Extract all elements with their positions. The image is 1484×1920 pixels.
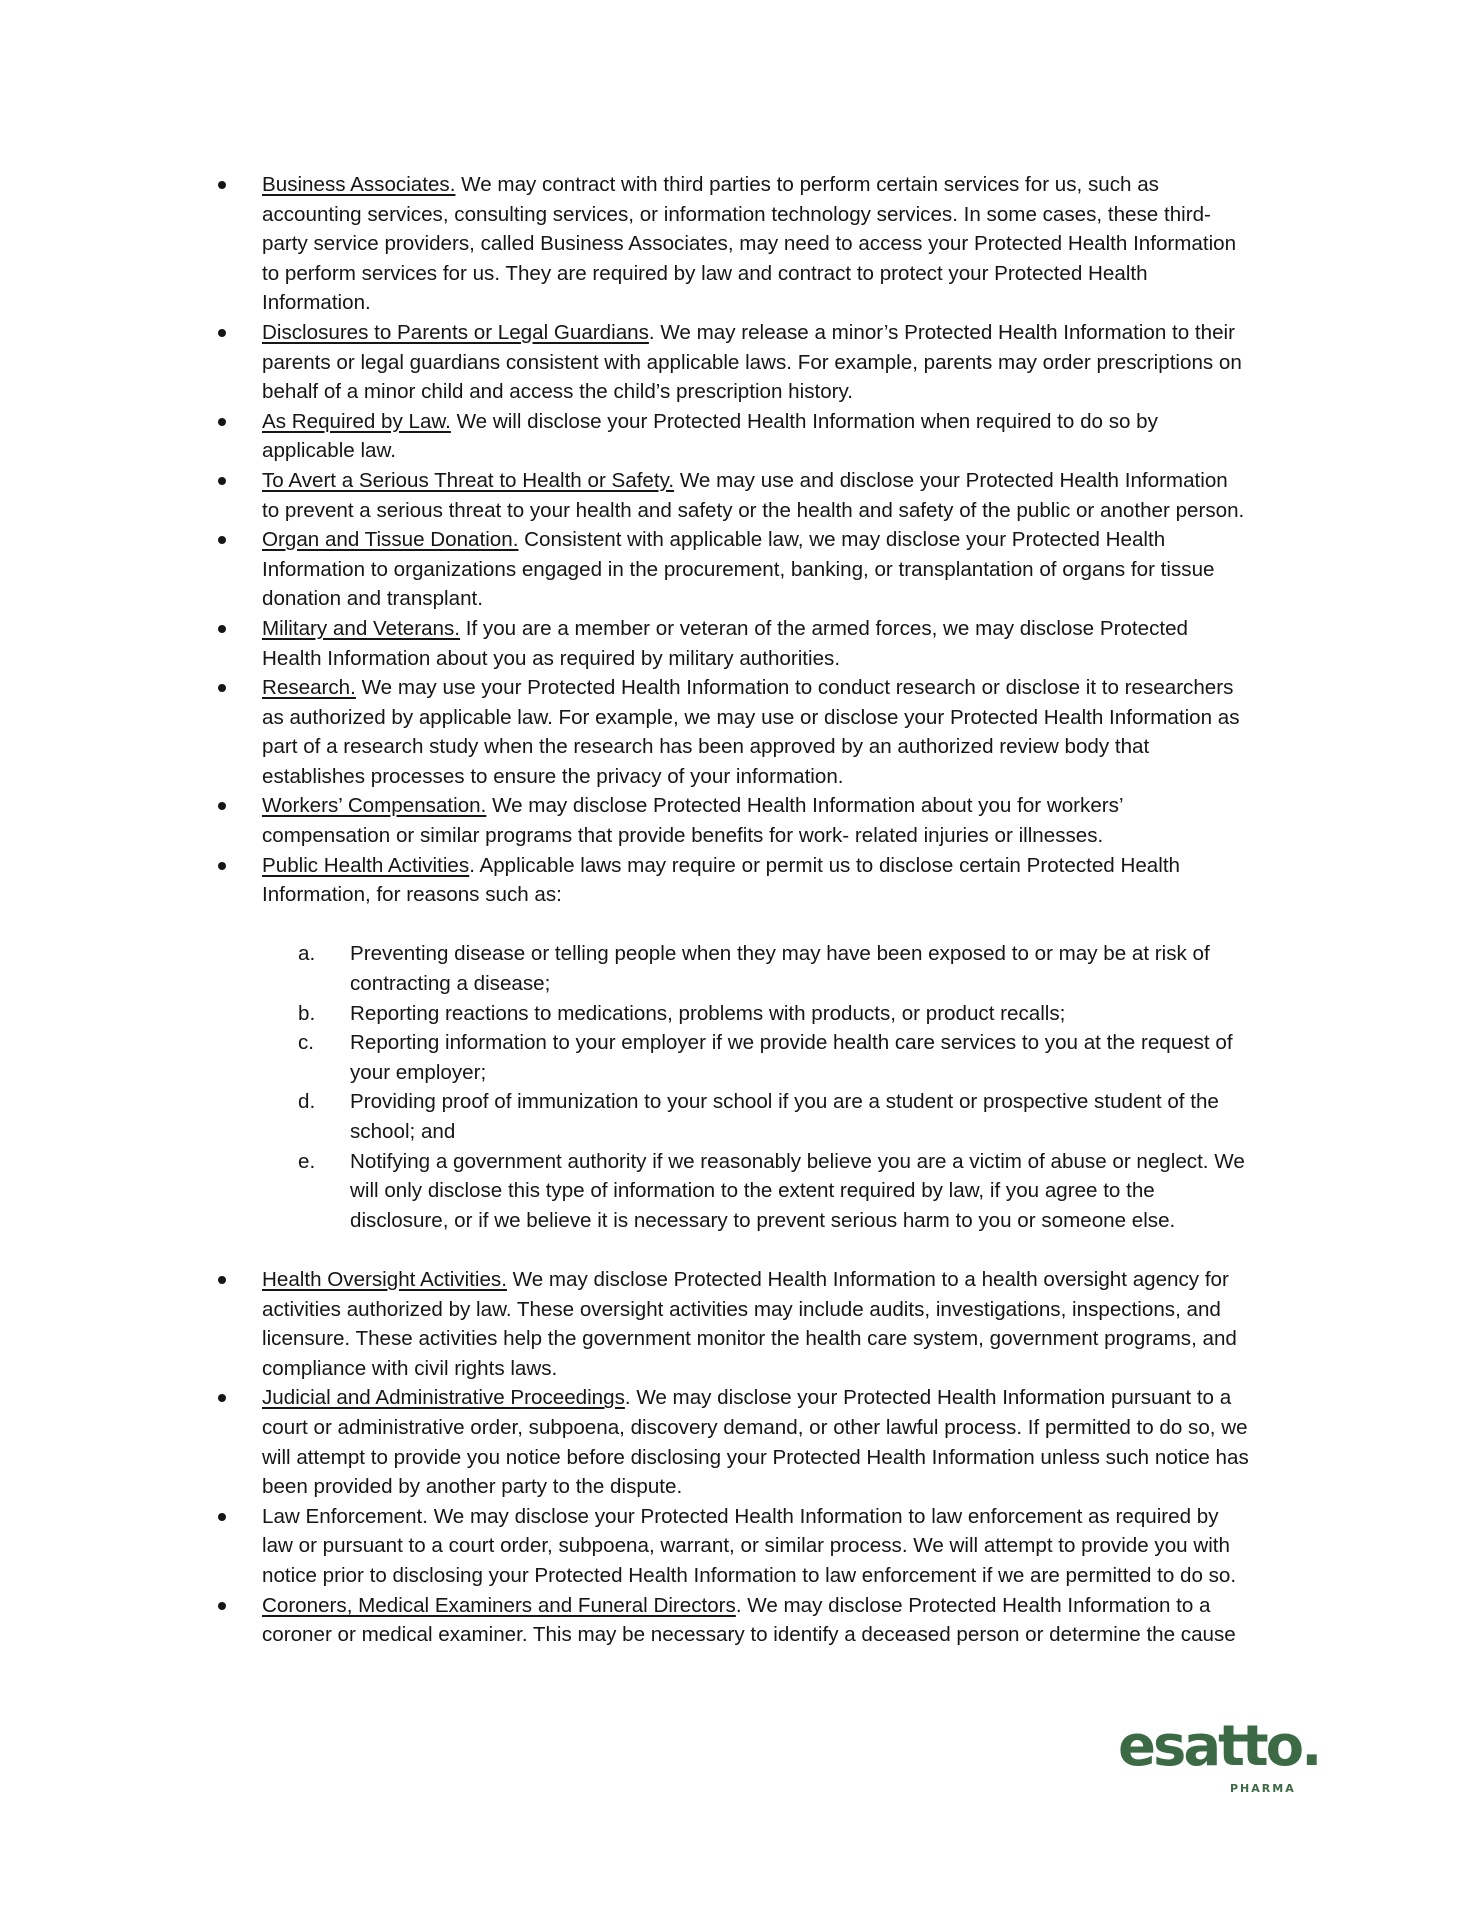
list-item bbox=[210, 614, 1320, 673]
bullet-dot-icon bbox=[210, 407, 240, 437]
list-item-line: Health Information about you as required by military authorities. bbox=[262, 646, 841, 670]
sublist-line: Providing proof of immunization to your school if you are a student or prospective student of the bbox=[350, 1090, 1219, 1114]
list-item-heading: Workers’ Compensation. bbox=[262, 794, 487, 818]
document-body bbox=[210, 170, 1320, 1650]
list-item-line: Information to organizations engaged in the procurement, banking, or transplantation of organs for tissue bbox=[262, 557, 1215, 581]
bullet-dot-icon bbox=[210, 673, 240, 703]
list-item-heading: Coroners, Medical Examiners and Funeral Directors bbox=[262, 1593, 736, 1617]
list-item-first-line bbox=[262, 791, 1320, 821]
sublist-line: disclosure, or if we believe it is necessary to prevent serious harm to you or someone else. bbox=[350, 1208, 1176, 1232]
list-item-heading: To Avert a Serious Threat to Health or Safety. bbox=[262, 468, 675, 492]
list-item bbox=[210, 791, 1320, 850]
esatto-pharma-logo bbox=[1118, 1714, 1328, 1814]
list-item-first-line bbox=[262, 1591, 1320, 1621]
list-item-heading: Research. bbox=[262, 676, 356, 700]
list-item bbox=[210, 851, 1320, 910]
bullet-dot-icon bbox=[210, 614, 240, 644]
list-item-heading: Military and Veterans. bbox=[262, 616, 461, 640]
list-item-first-line bbox=[262, 1502, 1320, 1532]
list-item-line: parents or legal guardians consistent with applicable laws. For example, parents may order prescriptions on bbox=[262, 350, 1242, 374]
list-item-line: party service providers, called Business Associates, may need to access your Protected Health Information bbox=[262, 232, 1237, 256]
list-item-line: behalf of a minor child and access the child’s prescription history. bbox=[262, 380, 854, 404]
bullet-list-bottom bbox=[210, 1265, 1320, 1650]
sublist-line: school; and bbox=[350, 1120, 456, 1143]
list-item-line: donation and transplant. bbox=[262, 587, 483, 611]
list-item-first-line bbox=[262, 851, 1320, 881]
sublist-item bbox=[298, 1028, 1320, 1087]
list-item-line: accounting services, consulting services, or information technology services. In some cases, these third- bbox=[262, 202, 1211, 226]
list-item-text: Consistent with applicable law, we may disclose your Protected Health bbox=[518, 528, 1166, 552]
list-item-line: applicable law. bbox=[262, 439, 396, 463]
sublist-line: contracting a disease; bbox=[350, 972, 551, 996]
list-item bbox=[210, 407, 1320, 466]
bullet-dot-icon bbox=[210, 1265, 240, 1295]
sublist-item bbox=[298, 1147, 1320, 1236]
list-item-line: to prevent a serious threat to your health and safety or the health and safety of the public or another person. bbox=[262, 498, 1245, 522]
list-item-line: as authorized by applicable law. For example, we may use or disclose your Protected Health Information as bbox=[262, 705, 1240, 729]
bullet-dot-icon bbox=[210, 791, 240, 821]
sublist-line: Reporting reactions to medications, problems with products, or product recalls; bbox=[350, 1001, 1066, 1025]
public-health-sublist bbox=[210, 939, 1320, 1235]
list-item-line: court or administrative order, subpoena, discovery demand, or other lawful process. If permitted to do so, we bbox=[262, 1415, 1248, 1439]
list-item-text: We will disclose your Protected Health Information when required to do so by bbox=[450, 409, 1158, 433]
list-item-line: law or pursuant to a court order, subpoena, warrant, or similar process. We will attempt to provide you with bbox=[262, 1534, 1230, 1558]
list-item-text: . Applicable laws may require or permit us to disclose certain Protected Health bbox=[469, 853, 1181, 877]
sublist-item bbox=[298, 999, 1320, 1029]
list-item-text: . We may disclose your Protected Health Information pursuant to a bbox=[624, 1386, 1232, 1410]
list-item bbox=[210, 170, 1320, 318]
list-item-text: We may contract with third parties to perform certain services for us, such as bbox=[455, 173, 1159, 196]
bullet-dot-icon bbox=[210, 851, 240, 881]
list-item bbox=[210, 318, 1320, 407]
list-item-line: Information, for reasons such as: bbox=[262, 883, 562, 907]
list-item-line: compensation or similar programs that provide benefits for work- related injuries or illnesses. bbox=[262, 824, 1104, 848]
sublist-item bbox=[298, 939, 1320, 998]
list-item bbox=[210, 1265, 1320, 1383]
sublist-line: Preventing disease or telling people when they may have been exposed to or may be at risk of bbox=[350, 942, 1210, 966]
list-item bbox=[210, 673, 1320, 791]
list-item bbox=[210, 466, 1320, 525]
list-item-line: Information. bbox=[262, 291, 371, 315]
list-item-heading: As Required by Law. bbox=[262, 409, 451, 433]
sublist-item bbox=[298, 1087, 1320, 1146]
list-item-line: to perform services for us. They are required by law and contract to protect your Protected Health bbox=[262, 261, 1148, 285]
list-item-text: . We may disclose Protected Health Information to a bbox=[735, 1593, 1211, 1617]
sublist-line: your employer; bbox=[350, 1060, 487, 1084]
list-item-first-line bbox=[262, 614, 1320, 644]
list-item-heading: Health Oversight Activities. bbox=[262, 1267, 507, 1291]
list-item-text: We may use your Protected Health Information to conduct research or disclose it to researchers bbox=[355, 676, 1234, 700]
bullet-dot-icon bbox=[210, 1591, 240, 1621]
list-item-text: We may disclose Protected Health Information to a health oversight agency for bbox=[506, 1267, 1229, 1291]
list-item-line: compliance with civil rights laws. bbox=[262, 1356, 558, 1380]
list-item-line: licensure. These activities help the government monitor the health care system, government programs, and bbox=[262, 1327, 1237, 1351]
list-item bbox=[210, 1502, 1320, 1591]
sublist-label: e. bbox=[298, 1149, 316, 1173]
list-item-first-line bbox=[262, 673, 1320, 703]
list-item-first-line bbox=[262, 407, 1320, 437]
list-item-text: We may disclose Protected Health Information about you for workers’ bbox=[486, 794, 1124, 818]
list-item-first-line bbox=[262, 525, 1320, 555]
bullet-list-top bbox=[210, 170, 1320, 910]
list-item-line: been provided by another party to the dispute. bbox=[262, 1475, 683, 1499]
bullet-dot-icon bbox=[210, 1383, 240, 1413]
sublist-label: a. bbox=[298, 942, 316, 966]
list-item-first-line bbox=[262, 1383, 1320, 1413]
list-item-first-line bbox=[262, 170, 1320, 200]
bullet-dot-icon bbox=[210, 318, 240, 348]
list-item bbox=[210, 525, 1320, 614]
sublist-label: b. bbox=[298, 1001, 316, 1025]
sublist-label: c. bbox=[298, 1031, 315, 1055]
list-item-heading: Judicial and Administrative Proceedings bbox=[262, 1386, 625, 1410]
list-item-text: . We may release a minor’s Protected Health Information to their bbox=[648, 320, 1235, 344]
list-item-line: notice prior to disclosing your Protected Health Information to law enforcement if we are permitted to do so. bbox=[262, 1563, 1237, 1587]
list-item-line: activities authorized by law. These oversight activities may include audits, investigations, inspections, and bbox=[262, 1297, 1221, 1321]
sublist-line: will only disclose this type of information to the extent required by law, if you agree to the bbox=[350, 1179, 1155, 1203]
sublist-line: Reporting information to your employer if we provide health care services to you at the request of bbox=[350, 1031, 1233, 1055]
list-item-line: coroner or medical examiner. This may be necessary to identify a deceased person or determine the cause bbox=[262, 1623, 1236, 1647]
list-item-heading: Organ and Tissue Donation. bbox=[262, 528, 519, 552]
list-item-text: We may use and disclose your Protected Health Information bbox=[674, 468, 1228, 492]
bullet-dot-icon bbox=[210, 170, 240, 200]
sublist-label: d. bbox=[298, 1090, 316, 1114]
logo-wordmark: esatto. bbox=[1118, 1714, 1320, 1779]
list-item-first-line bbox=[262, 466, 1320, 496]
list-item-heading: Public Health Activities bbox=[262, 853, 470, 877]
sublist-line: Notifying a government authority if we reasonably believe you are a victim of abuse or neglect. We bbox=[350, 1149, 1245, 1173]
list-item-line: will attempt to provide you notice before disclosing your Protected Health Information unless such notice has bbox=[262, 1445, 1249, 1469]
bullet-dot-icon bbox=[210, 1502, 240, 1532]
logo-subtitle: PHARMA bbox=[1230, 1782, 1296, 1795]
list-item-line: part of a research study when the research has been approved by an authorized review body that bbox=[262, 735, 1150, 759]
list-item bbox=[210, 1383, 1320, 1501]
list-item-line: establishes processes to ensure the privacy of your information. bbox=[262, 764, 844, 788]
bullet-dot-icon bbox=[210, 525, 240, 555]
list-item-text: Law Enforcement. We may disclose your Protected Health Information to law enforcement as required by bbox=[262, 1504, 1219, 1528]
list-item-first-line bbox=[262, 1265, 1320, 1295]
list-item-heading: Disclosures to Parents or Legal Guardians bbox=[262, 320, 649, 344]
list-item-text: If you are a member or veteran of the armed forces, we may disclose Protected bbox=[460, 616, 1189, 640]
list-item bbox=[210, 1591, 1320, 1650]
list-item-heading: Business Associates. bbox=[262, 173, 456, 196]
bullet-dot-icon bbox=[210, 466, 240, 496]
list-item-first-line bbox=[262, 318, 1320, 348]
